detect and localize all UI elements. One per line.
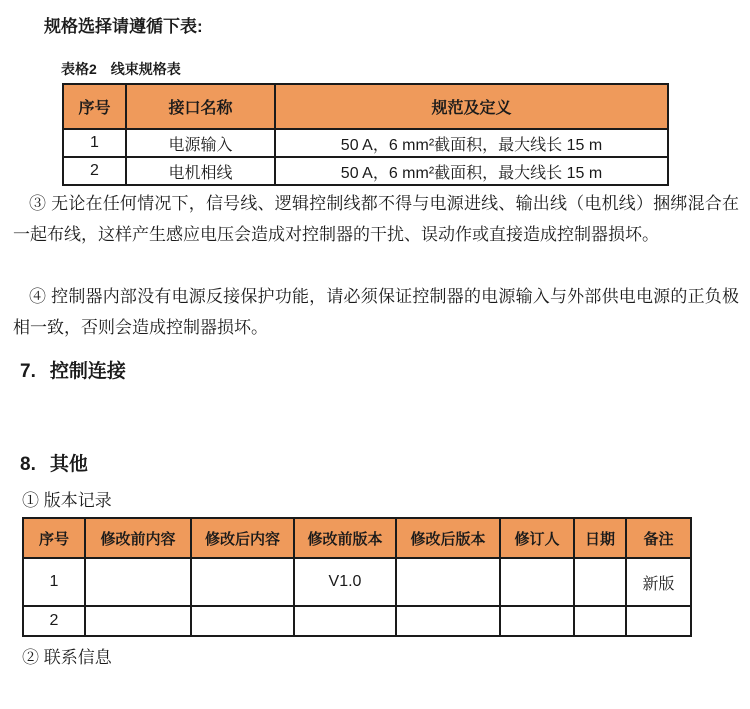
spec-table — [62, 83, 669, 186]
contact-info-label: ② 联系信息 — [22, 648, 112, 667]
version-cell-remark: 新版 — [626, 558, 691, 606]
version-header-before-content: 修改前内容 — [85, 518, 191, 558]
spec-cell-interface: 电机相线 — [126, 157, 275, 185]
spec-table-caption: 表格2 线束规格表 — [61, 61, 181, 77]
version-header-after-version: 修改后版本 — [396, 518, 500, 558]
version-cell-after-version — [396, 606, 500, 636]
note-3: ③ 无论在任何情况下，信号线、逻辑控制线都不得与电源进线、输出线（电机线）捆绑混合在一起布线，这样产生感应电压会造成对控制器的干扰、误动作或直接造成控制器损坏。 — [13, 194, 739, 244]
spec-table-row — [63, 157, 668, 185]
version-cell-index: 1 — [23, 558, 85, 606]
version-cell-before-version — [294, 606, 396, 636]
section-title: 其他 — [49, 454, 88, 475]
version-cell-before-version: V1.0 — [294, 558, 396, 606]
spec-cell-index: 2 — [63, 157, 126, 185]
version-header-remark: 备注 — [626, 518, 691, 558]
spec-header-index: 序号 — [63, 84, 126, 129]
version-cell-index: 2 — [23, 606, 85, 636]
version-cell-date — [574, 606, 626, 636]
version-header-reviser: 修订人 — [500, 518, 574, 558]
version-cell-after-content — [191, 558, 294, 606]
version-cell-reviser — [500, 558, 574, 606]
spec-table-header-row — [63, 84, 668, 129]
spec-header-definition: 规范及定义 — [275, 84, 668, 129]
version-cell-after-version — [396, 558, 500, 606]
spec-cell-interface: 电源输入 — [126, 129, 275, 157]
version-cell-before-content — [85, 558, 191, 606]
spec-table-row — [63, 129, 668, 157]
section-heading-other — [20, 449, 88, 476]
version-cell-before-content — [85, 606, 191, 636]
spec-cell-definition: 50 A，6 mm²截面积，最大线长 15 m — [275, 157, 668, 185]
spec-cell-definition: 50 A，6 mm²截面积，最大线长 15 m — [275, 129, 668, 157]
version-header-before-version: 修改前版本 — [294, 518, 396, 558]
version-header-index: 序号 — [23, 518, 85, 558]
spec-cell-index: 1 — [63, 129, 126, 157]
version-cell-after-content — [191, 606, 294, 636]
version-table-header-row — [23, 518, 691, 558]
version-cell-reviser — [500, 606, 574, 636]
section-number: 8. — [20, 454, 36, 475]
section-title: 控制连接 — [49, 361, 126, 382]
version-table-row — [23, 558, 691, 606]
version-header-after-content: 修改后内容 — [191, 518, 294, 558]
version-header-date: 日期 — [574, 518, 626, 558]
version-record-label: ① 版本记录 — [22, 491, 112, 510]
section-number: 7. — [20, 361, 36, 382]
version-cell-remark — [626, 606, 691, 636]
intro-text: 规格选择请遵循下表: — [44, 17, 203, 36]
version-record-table — [22, 517, 692, 637]
note-4: ④ 控制器内部没有电源反接保护功能，请必须保证控制器的电源输入与外部供电电源的正负极相一致，否则会造成控制器损坏。 — [13, 287, 739, 337]
spec-header-interface: 接口名称 — [126, 84, 275, 129]
section-heading-control-connection — [20, 356, 126, 383]
version-cell-date — [574, 558, 626, 606]
version-table-row — [23, 606, 691, 636]
